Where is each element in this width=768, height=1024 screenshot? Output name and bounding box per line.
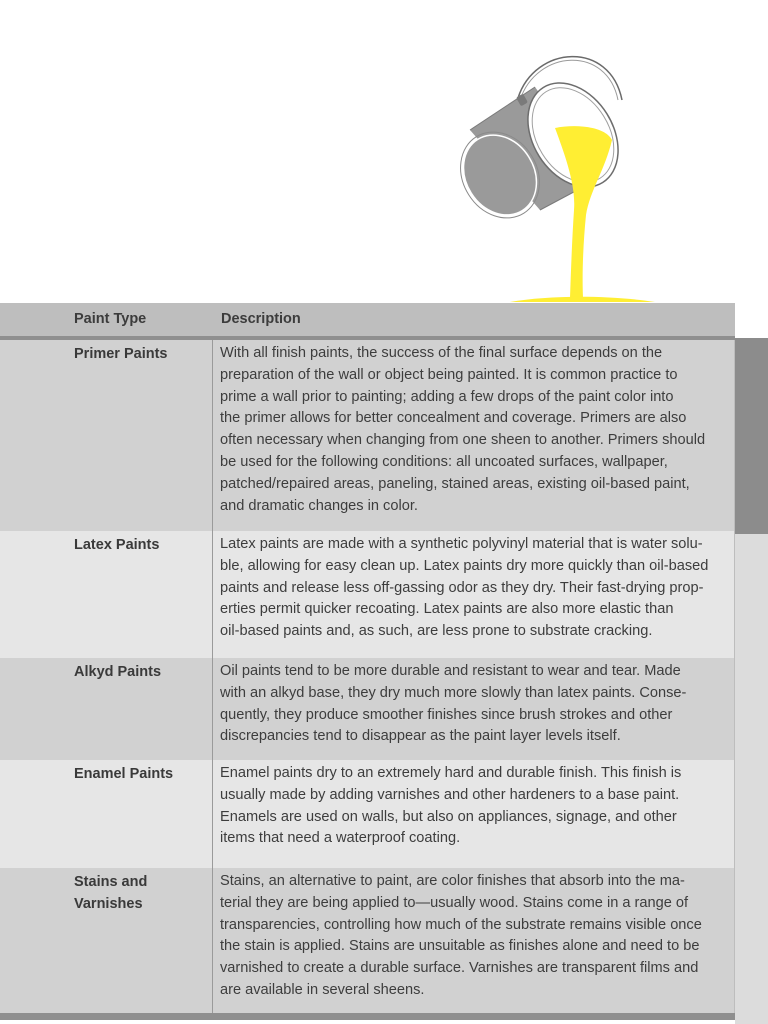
side-tab-strip (735, 534, 768, 1024)
description-line: Enamels are used on walls, but also on appliances, signage, and other (220, 808, 677, 825)
description-line: and dramatic changes in color. (220, 497, 418, 514)
description-line: discrepancies tend to disappear as the paint layer levels itself. (220, 728, 621, 745)
description-line: preparation of the wall or object being painted. It is common practice to (220, 366, 678, 383)
paint-type-cell (0, 658, 213, 760)
table-row (0, 658, 735, 760)
paint-type-name: Latex Paints (74, 537, 160, 553)
description-line: With all finish paints, the success of the final surface depends on the (220, 345, 663, 361)
table-row (0, 531, 735, 658)
description-line: prime a wall prior to painting; adding a few drops of the paint color into (220, 388, 674, 405)
description-line: Stains, an alternative to paint, are color finishes that absorb into the ma- (220, 873, 685, 889)
paint-type-name: Varnishes (74, 896, 143, 912)
description-line: items that need a waterproof coating. (220, 830, 461, 847)
description-line: erties permit quicker recoating. Latex paints are also more elastic than (220, 601, 674, 618)
paint-types-table (0, 303, 735, 1014)
table-header (0, 303, 735, 340)
paint-type-name: Primer Paints (74, 346, 168, 362)
description-line: the primer allows for better concealment and coverage. Primers are also (220, 410, 687, 427)
description-line: Latex paints are made with a synthetic polyvinyl material that is water solu- (220, 536, 703, 552)
description-line: varnished to create a durable surface. Varnishes are transparent films and (220, 960, 699, 977)
paint-type-name: Stains and (74, 874, 148, 890)
description-line: often necessary when changing from one sheen to another. Primers should (220, 432, 706, 449)
table-row (0, 760, 735, 868)
bottom-rule (0, 1013, 735, 1020)
paint-type-cell (0, 531, 213, 658)
description-line: be used for the following conditions: all uncoated surfaces, wallpaper, (220, 453, 668, 470)
description-cell (213, 760, 734, 868)
table-row (0, 340, 735, 531)
description-line: oil-based paints and, as such, are less prone to substrate cracking. (220, 623, 653, 640)
description-line: terial they are being applied to—usually wood. Stains come in a range of (220, 894, 689, 911)
description-cell (213, 868, 734, 1014)
description-cell (213, 340, 734, 531)
description-line: usually made by adding varnishes and other hardeners to a base paint. (220, 786, 680, 803)
description-line: transparencies, controlling how much of the substrate remains visible once (220, 916, 702, 933)
paint-can-pouring-icon (440, 40, 680, 305)
description-line: are available in several sheens. (220, 981, 425, 998)
paint-type-cell (0, 868, 213, 1014)
description-cell (213, 531, 734, 658)
paint-type-name: Alkyd Paints (74, 664, 162, 680)
description-cell (213, 658, 734, 760)
description-line: paints and release less off-gassing odor as they dry. Their fast-drying prop- (220, 579, 704, 596)
header-description: Description (221, 311, 301, 327)
paint-type-name: Enamel Paints (74, 766, 174, 782)
header-paint-type: Paint Type (74, 311, 147, 327)
description-line: Enamel paints dry to an extremely hard and durable finish. This finish is (220, 765, 682, 781)
description-line: Oil paints tend to be more durable and resistant to wear and tear. Made (220, 663, 681, 679)
description-line: ble, allowing for easy clean up. Latex paints dry more quickly than oil-based (220, 557, 709, 574)
description-line: quently, they produce smoother finishes since brush strokes and other (220, 706, 673, 723)
description-line: patched/repaired areas, paneling, stained areas, existing oil-based paint, (220, 475, 690, 492)
description-line: the stain is applied. Stains are unsuitable as finishes alone and need to be (220, 938, 700, 955)
description-line: with an alkyd base, they dry much more slowly than latex paints. Conse- (220, 684, 687, 701)
paint-type-cell (0, 760, 213, 868)
table-row (0, 868, 735, 1014)
side-tab-marker (735, 338, 768, 534)
paint-type-cell (0, 340, 213, 531)
